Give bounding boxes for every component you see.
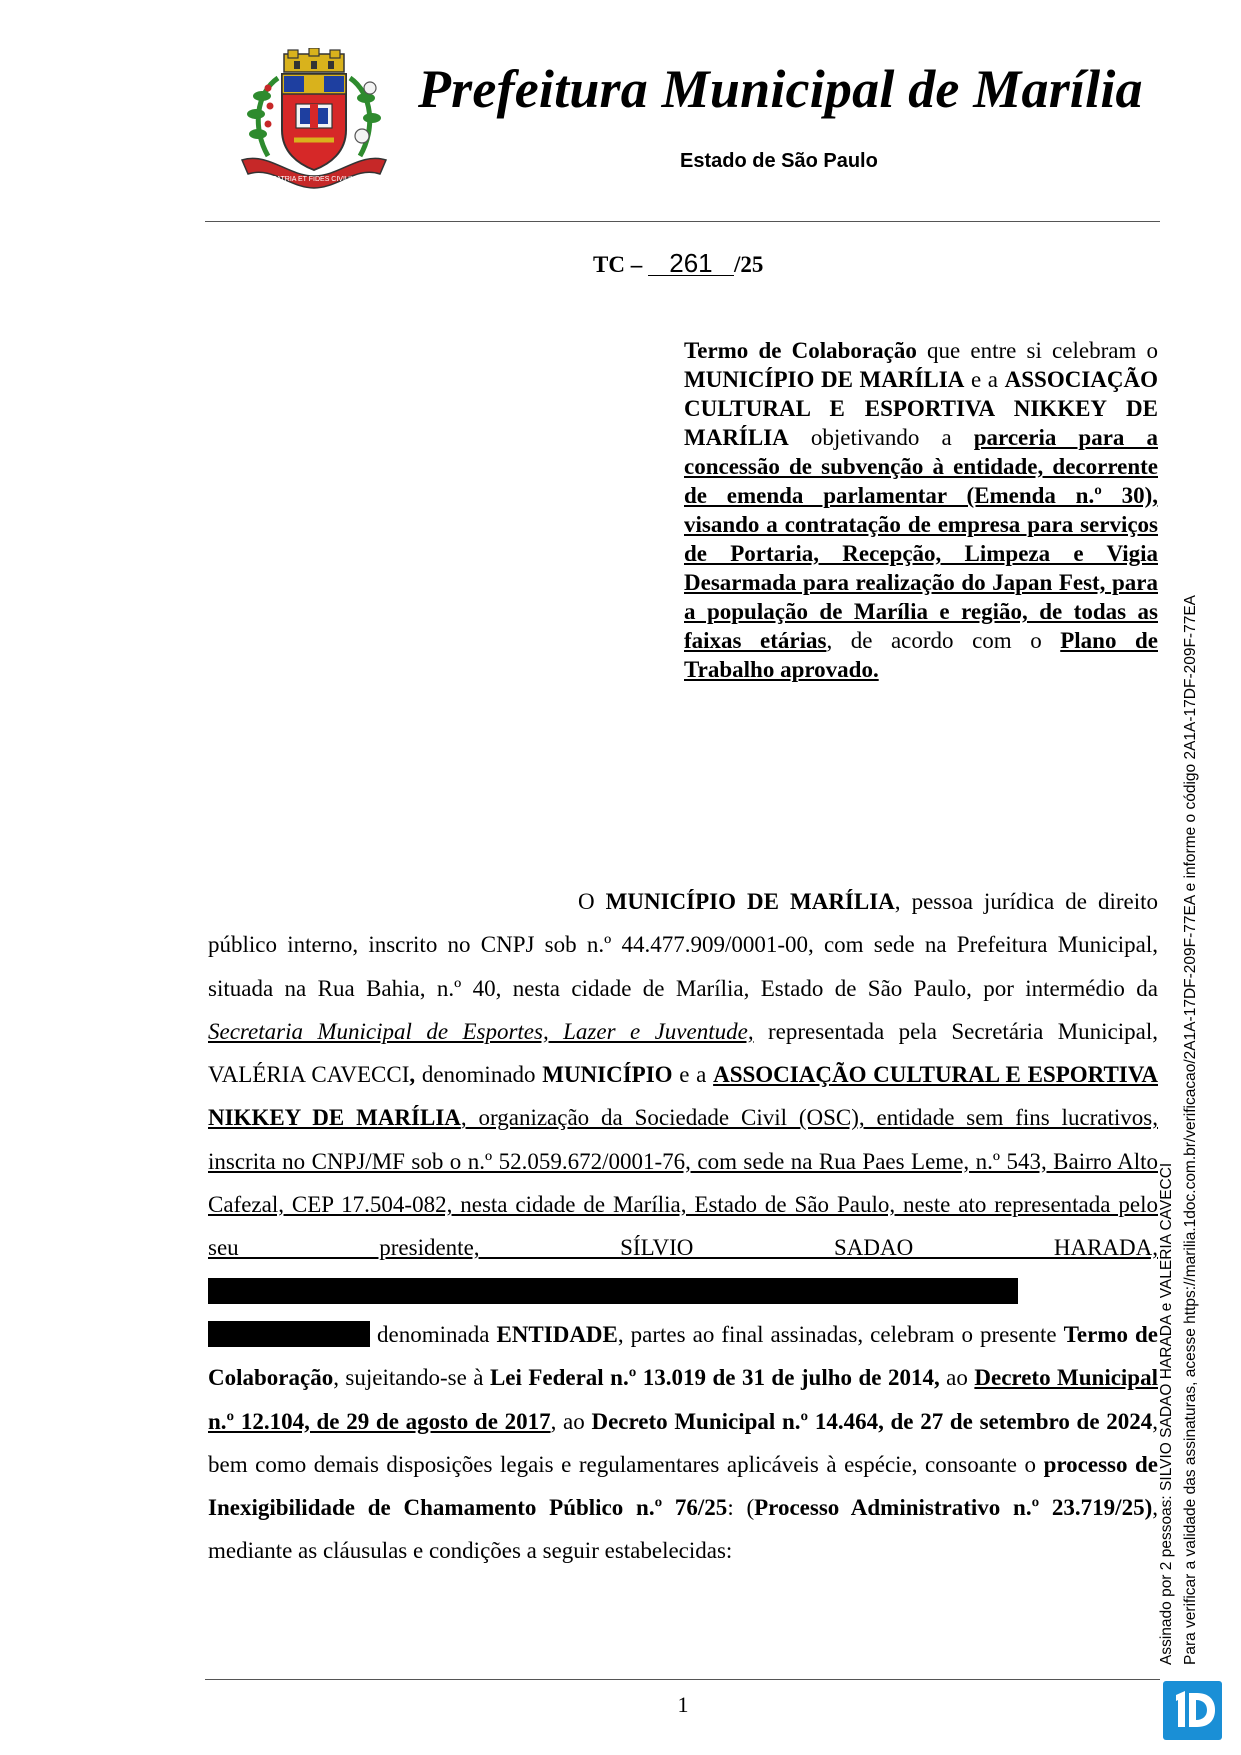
verification-link[interactable]: Para verificar a validade das assinaturas, acesse https://marilia.1doc.com.br/verificacao/2A1A-17DF-209F-77EA e informe o código 2A1A-17DF-209F-77EA — [1182, 594, 1199, 1665]
body-text: O — [578, 889, 606, 914]
signature-verification-strip — [1155, 575, 1225, 1665]
page-title: Prefeitura Municipal de Marília — [418, 59, 1143, 119]
body-text: , mediante as cláusulas e condições a seguir estabelecidas: — [208, 1495, 1158, 1564]
1doc-logo-icon — [1163, 1681, 1222, 1740]
state-subtitle: Estado de São Paulo — [680, 150, 878, 172]
tc-prefix: TC – — [593, 252, 643, 277]
body-text: , — [409, 1062, 416, 1088]
municipal-decree-12104: Decreto Municipal n.º 12.104, de 29 de agosto de 2017 — [208, 1365, 1158, 1434]
body-text: e a — [672, 1062, 714, 1088]
municipality-label: MUNICÍPIO — [542, 1062, 673, 1088]
contract-preamble — [208, 880, 1158, 1573]
tc-number: 261 — [648, 251, 734, 276]
inexigibility-process: processo de Inexigibilidade de Chamamento Público n.º 76/25 — [208, 1451, 1158, 1521]
tc-suffix: /25 — [733, 252, 764, 277]
term-title: Termo de Colaboração — [208, 1321, 1159, 1391]
municipal-decree-14464: Decreto Municipal n.º 14.464, de 27 de setembro de 2024 — [591, 1408, 1153, 1434]
summary-text: e a — [964, 367, 1005, 392]
summary-municipality: MUNICÍPIO DE MARÍLIA — [684, 367, 965, 392]
summary-object: parceria para a concessão de subvenção à entidade, decorrente de emenda parlamentar (Emenda n.º 30), visando a contratação de empresa para serviços de Portaria, Recepção, Limpeza e Vigia Desarmada para realização do Japan Fest, para a população de Marília e região, de todas as faixas etárias — [684, 425, 1158, 653]
body-text: , pessoa jurídica de direito público interno, inscrito no CNPJ sob n.º 44.477.909/0001-00, com sede na Prefeitura Municipal, situada na Rua Bahia, n.º 40, nesta cidade de Marília, Estado de São Paulo, por intermédio da — [208, 889, 1159, 1001]
body-text: denominada — [370, 1321, 497, 1347]
municipality-name: MUNICÍPIO DE MARÍLIA — [605, 889, 895, 914]
coat-of-arms-logo — [238, 48, 390, 190]
body-text: ao — [939, 1365, 975, 1391]
body-text: , ao — [550, 1408, 592, 1434]
summary-association: ASSOCIAÇÃO CULTURAL E ESPORTIVA NIKKEY DE MARÍLIA — [684, 367, 1159, 450]
header-divider — [205, 221, 1160, 222]
administrative-process: Processo Administrativo n.º 23.719/25) — [754, 1495, 1153, 1521]
tc-number-line — [593, 248, 764, 278]
summary-text: objetivando a — [788, 425, 974, 450]
signature-line: Assinado por 2 pessoas: SILVIO SADAO HARADA e VALERIA CAVECCI — [1158, 1162, 1175, 1665]
redacted-block — [208, 1321, 370, 1347]
association-name: ASSOCIAÇÃO CULTURAL E ESPORTIVA NIKKEY DE MARÍLIA — [208, 1062, 1158, 1131]
association-details: , organização da Sociedade Civil (OSC), entidade sem fins lucrativos, inscrita no CNPJ/MF sob o n.º 52.059.672/0001-76, com sede na Rua Paes Leme, n.º 543, Bairro Alto Cafezal, CEP 17.504-082, nesta cidade de Marília, Estado de São Paulo, neste ato representada pelo seu presidente, SÍLVIO SADAO HARADA, — [208, 1105, 1158, 1261]
body-text: , partes ao final assinadas, celebram o presente — [617, 1321, 1064, 1347]
body-text: , bem como demais disposições legais e regulamentares aplicáveis à espécie, consoante o — [208, 1408, 1158, 1477]
body-text: , sujeitando-se à — [333, 1365, 490, 1391]
body-text: representada pela Secretária Municipal, VALÉRIA CAVECCI — [208, 1018, 1158, 1088]
secretariat-name: Secretaria Municipal de Esportes, Lazer e Juventude, — [208, 1018, 754, 1044]
1doc-logo — [1163, 1681, 1222, 1740]
footer-divider — [205, 1679, 1160, 1680]
page-number: 1 — [677, 1692, 689, 1717]
summary-text: , de acordo com o — [826, 628, 1061, 653]
summary-work-plan: Plano de Trabalho aprovado. — [684, 628, 1158, 682]
body-text: : ( — [727, 1495, 755, 1521]
document-summary — [684, 336, 1158, 684]
redacted-block — [208, 1278, 1018, 1304]
body-text: denominado — [415, 1062, 543, 1088]
summary-text: que entre si celebram o — [916, 338, 1158, 363]
federal-law: Lei Federal n.º 13.019 de 31 de julho de 2014, — [489, 1365, 940, 1391]
coat-of-arms-motto: PATRIA ET FIDES CIVIUM — [272, 176, 356, 183]
entity-label: ENTIDADE — [496, 1321, 618, 1347]
summary-term-title: Termo de Colaboração — [684, 338, 917, 363]
